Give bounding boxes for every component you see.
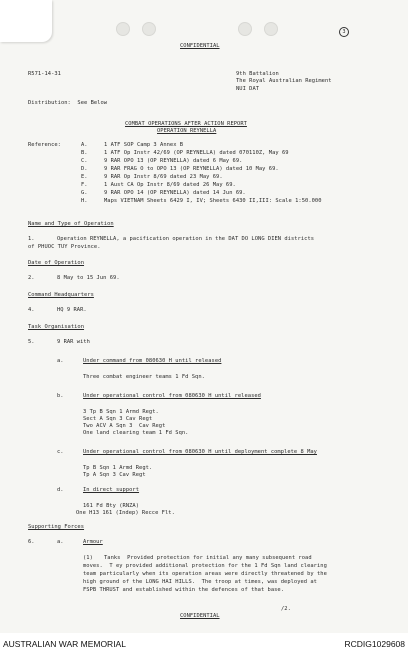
section-number: 5. bbox=[28, 339, 35, 345]
reference-label: Reference: bbox=[28, 142, 61, 148]
paragraph-text: Two ACV A Sqn 3 Cav Regt bbox=[83, 423, 166, 429]
section-number: 1. bbox=[28, 236, 35, 242]
paragraph-text: HQ 9 RAR. bbox=[57, 307, 87, 313]
classification-bottom: CONFIDENTIAL bbox=[180, 613, 220, 619]
paragraph-text: Sect A Sqn 3 Cav Regt bbox=[83, 416, 153, 422]
subpara-key: a. bbox=[57, 539, 64, 545]
reference-text: 9 RAR FRAG O to OPO 13 (OP REYNELLA) dated 10 May 69. bbox=[104, 166, 279, 172]
subpara-key: a. bbox=[57, 358, 64, 364]
distribution: Distribution: See Below bbox=[28, 100, 108, 106]
paragraph-text: Three combat engineer teams 1 Fd Sqn. bbox=[83, 374, 205, 380]
reference-text: 9 RAR Op Instr 8/69 dated 23 May 69. bbox=[104, 174, 223, 180]
section-heading: Supporting Forces bbox=[28, 524, 85, 530]
reference-key: C. bbox=[81, 158, 88, 164]
reference-key: A. bbox=[81, 142, 88, 148]
paragraph-text: Tanks Provided protection for initial any many subsequent road bbox=[104, 555, 312, 561]
section-number: 4. bbox=[28, 307, 35, 313]
paragraph-text: team particularly when its operation areas were directly threatened by the bbox=[83, 571, 327, 577]
paragraph-text: One H13 161 (Indep) Recce Flt. bbox=[76, 510, 175, 516]
subpara-number: (1) bbox=[83, 555, 93, 561]
paragraph-text: FSPB THRUST and established within the defences of that base. bbox=[83, 587, 285, 593]
reference-key: D. bbox=[81, 166, 88, 172]
subpara-heading: Under command from 080630 H until released bbox=[83, 358, 222, 364]
reference-text: 1 ATF Op Instr 42/69 (OP REYNELLA) dated 070110Z, May 69 bbox=[104, 150, 289, 156]
section-number: 2. bbox=[28, 275, 35, 281]
file-reference: R571-14-31 bbox=[28, 71, 61, 77]
operation-title: OPERATION REYNELLA bbox=[157, 128, 217, 134]
paragraph-text: Tp B Sqn 1 Armd Regt. bbox=[83, 465, 153, 471]
punch-hole bbox=[238, 22, 252, 36]
paragraph-text: 9 RAR with bbox=[57, 339, 90, 345]
subpara-heading: Under operational control from 080630 H until released bbox=[83, 393, 261, 399]
next-page-marker: /2. bbox=[281, 606, 291, 612]
reference-text: 1 ATF SOP Camp 3 Annex B bbox=[104, 142, 184, 148]
paragraph-text: Operation REYNELLA, a pacification operation in the DAT DO LONG DIEN districts bbox=[57, 236, 315, 242]
archive-id: RCDIG1029608 bbox=[344, 639, 405, 649]
paragraph-text: high ground of the LONG HAI HILLS. The troop at times, was deployed at bbox=[83, 579, 317, 585]
section-heading: Command Headquarters bbox=[28, 292, 94, 298]
folded-corner bbox=[0, 0, 52, 42]
reference-key: H. bbox=[81, 198, 88, 204]
subpara-key: b. bbox=[57, 393, 64, 399]
subpara-key: c. bbox=[57, 449, 64, 455]
archive-name: AUSTRALIAN WAR MEMORIAL bbox=[3, 639, 126, 649]
reference-text: 9 RAR OPO 14 (OP REYNELLA) dated 14 Jun 69. bbox=[104, 190, 246, 196]
section-heading: Date of Operation bbox=[28, 260, 85, 266]
reference-key: G. bbox=[81, 190, 88, 196]
reference-key: E. bbox=[81, 174, 88, 180]
report-title: COMBAT OPERATIONS AFTER ACTION REPORT bbox=[125, 121, 247, 127]
classification-top: CONFIDENTIAL bbox=[180, 43, 220, 49]
section-heading: Task Organisation bbox=[28, 324, 85, 330]
reference-key: F. bbox=[81, 182, 88, 188]
page-number-circle: 3 bbox=[339, 27, 349, 37]
paragraph-text: moves. T ey provided additional protection for the 1 Fd Sqn land clearing bbox=[83, 563, 327, 569]
paragraph-text: 8 May to 15 Jun 69. bbox=[57, 275, 120, 281]
paragraph-text: of PHUOC TUY Province. bbox=[28, 244, 101, 250]
reference-text: 9 RAR OPO 13 (OP REYNELLA) dated 6 May 69. bbox=[104, 158, 243, 164]
reference-key: B. bbox=[81, 150, 88, 156]
reference-text: Maps VIETNAM Sheets 6429 I, IV; Sheets 6430 II,III: Scale 1:50.000 bbox=[104, 198, 322, 204]
subpara-key: d. bbox=[57, 487, 64, 493]
paragraph-text: 3 Tp B Sqn 1 Armd Regt. bbox=[83, 409, 159, 415]
unit-line-1: 9th Battalion bbox=[236, 71, 279, 77]
unit-line-3: NUI DAT bbox=[236, 86, 260, 92]
punch-hole bbox=[264, 22, 278, 36]
archive-footer bbox=[0, 633, 408, 653]
paragraph-text: Tp A Sqn 3 Cav Regt bbox=[83, 472, 146, 478]
paragraph-text: One land clearing team 1 Fd Sqn. bbox=[83, 430, 189, 436]
unit-line-2: The Royal Australian Regiment bbox=[236, 78, 332, 84]
punch-hole bbox=[142, 22, 156, 36]
subpara-heading: Under operational control from 080630 H until deployment complete 8 May bbox=[83, 449, 317, 455]
subpara-heading: In direct support bbox=[83, 487, 140, 493]
reference-text: 1 Aust CA Op Instr 8/69 dated 26 May 69. bbox=[104, 182, 236, 188]
section-number: 6. bbox=[28, 539, 35, 545]
section-heading: Name and Type of Operation bbox=[28, 221, 114, 227]
subpara-heading: Armour bbox=[83, 539, 103, 545]
punch-hole bbox=[116, 22, 130, 36]
paragraph-text: 161 Fd Bty (RNZA) bbox=[83, 503, 140, 509]
